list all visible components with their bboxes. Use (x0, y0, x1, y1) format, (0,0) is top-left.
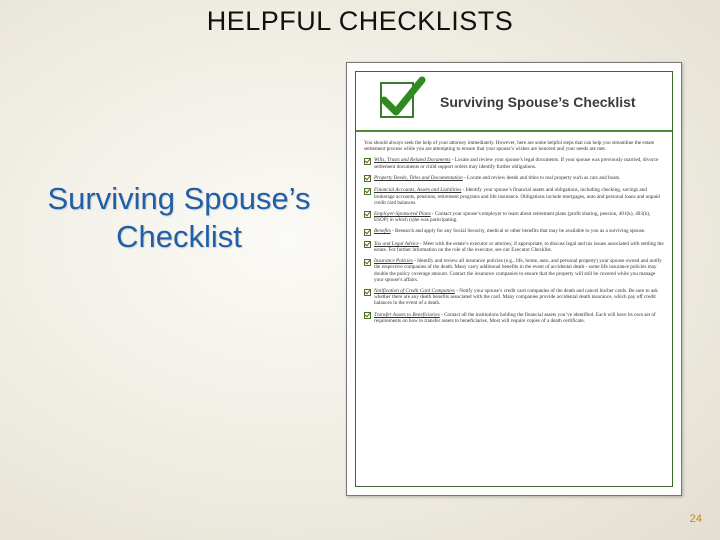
checklist-item-text (374, 312, 664, 324)
checklist-item-text (374, 288, 664, 307)
checklist-item-text (374, 211, 664, 223)
checklist-item (364, 258, 664, 283)
checklist-item-description: - Contact all the institutions holding the financial assets you’ve identified. Each will have its own set of requirements on how to transfer assets to beneficiaries. Most will require copies of a death certificate. (374, 311, 656, 324)
checklist-item-text (374, 157, 664, 169)
page-number: 24 (689, 513, 702, 525)
document-body (356, 132, 672, 324)
checkbox-icon (364, 188, 371, 195)
document-header (356, 72, 672, 132)
checklist-item (364, 211, 664, 223)
checklist-item-description: - Locate and review deeds and titles to real property such as cars and boats. (462, 174, 621, 181)
checklist-item-description: - Contact your spouse’s employer to learn about retirement plans (profit sharing, pension, 401(k), 403(b), ESOP) in which (s)he was participating. (374, 210, 651, 224)
checklist-item-description: - Research and apply for any Social Security, medical or other benefits that may be available to you as a surviving spouse. (390, 228, 646, 235)
checkbox-icon (364, 175, 371, 182)
checklist-item (364, 241, 664, 253)
checklist-item-heading: Property Deeds, Titles and Documentation (374, 174, 463, 181)
checkbox-icon (364, 259, 371, 266)
checklist-item-heading: Employer-Sponsored Plans (374, 210, 431, 217)
slide-caption: Surviving Spouse’s Checklist (47, 181, 311, 254)
checklist-item-heading: Insurance Policies (374, 258, 413, 265)
checklist-item-text (374, 228, 664, 236)
checklist-item-heading: Tax and Legal Advice (374, 240, 419, 247)
checklist-item-description: - Identify and review all insurance policies (e.g., life, home, auto, and personal property) your spouse owned and notify the respective companies of the death. Many carry additional benefits in the event of accidental death - some life insurance policies may double the policy coverage amount. Contact the insurance companies to ensure that the property will still be covered while you manage your spouse’s affairs. (374, 258, 662, 283)
checklist-item-heading: Transfer Assets to Beneficiaries (374, 311, 440, 318)
checklist-item-text (374, 175, 664, 183)
checklist-item-description: - Identify your spouse’s financial assets and obligations, including checking, savings and brokerage accounts, pensions, retirement programs and life insurance. Obligations include mortgages, auto and personal loans and unpaid credit card balances. (374, 187, 660, 206)
checklist-item (364, 187, 664, 206)
checklist-items (364, 157, 664, 324)
document-border (355, 71, 673, 487)
checklist-document (346, 62, 682, 496)
checkbox-icon (364, 229, 371, 236)
checkbox-icon (364, 289, 371, 296)
document-title: Surviving Spouse’s Checklist (440, 94, 636, 110)
checklist-item (364, 288, 664, 307)
slide-title: HELPFUL CHECKLISTS (206, 6, 514, 36)
checklist-item-text (374, 187, 664, 206)
checklist-item-heading: Wills, Trusts and Related Documents (374, 157, 451, 164)
checklist-item-description: - Notify your spouse’s credit card companies of the death and cancel his/her cards. Be sure to ask whether there are any death benefits associated with the card. Many companies provide accidental death insurance, which pay off credit balances in the event of a death. (374, 288, 658, 307)
checklist-item-heading: Benefits (374, 228, 391, 235)
document-intro: You should always seek the help of your attorney immediately. However, here are some helpful steps that can help you streamline the estate settlement process while you are attempting to ensure that your spouse’s wishes are honored and your needs are met. (364, 140, 655, 153)
checklist-item (364, 175, 664, 183)
checklist-item-text (374, 258, 664, 283)
checklist-item (364, 228, 664, 236)
checkmark-icon (380, 82, 414, 118)
checkbox-icon (364, 241, 371, 248)
checklist-item-heading: Notification of Credit Card Companies (374, 288, 455, 295)
checkbox-icon (364, 312, 371, 319)
checklist-item (364, 157, 664, 169)
checklist-item-text (374, 241, 664, 253)
checkbox-icon (364, 158, 371, 165)
checklist-item-description: - Locate and review your spouse’s legal documents. If your spouse was previously married, divorce settlement documents or child support orders may identify further obligations. (374, 157, 659, 170)
checklist-item (364, 312, 664, 324)
checklist-item-description: - Meet with the estate’s executor or attorney, if appropriate, to discuss legal and tax issues associated with settling the estate. For further information on the role of the executor, see our Executor Checklist. (374, 240, 664, 254)
checkbox-icon (364, 211, 371, 218)
checklist-item-heading: Financial Accounts, Assets and Liabilities (374, 187, 462, 194)
